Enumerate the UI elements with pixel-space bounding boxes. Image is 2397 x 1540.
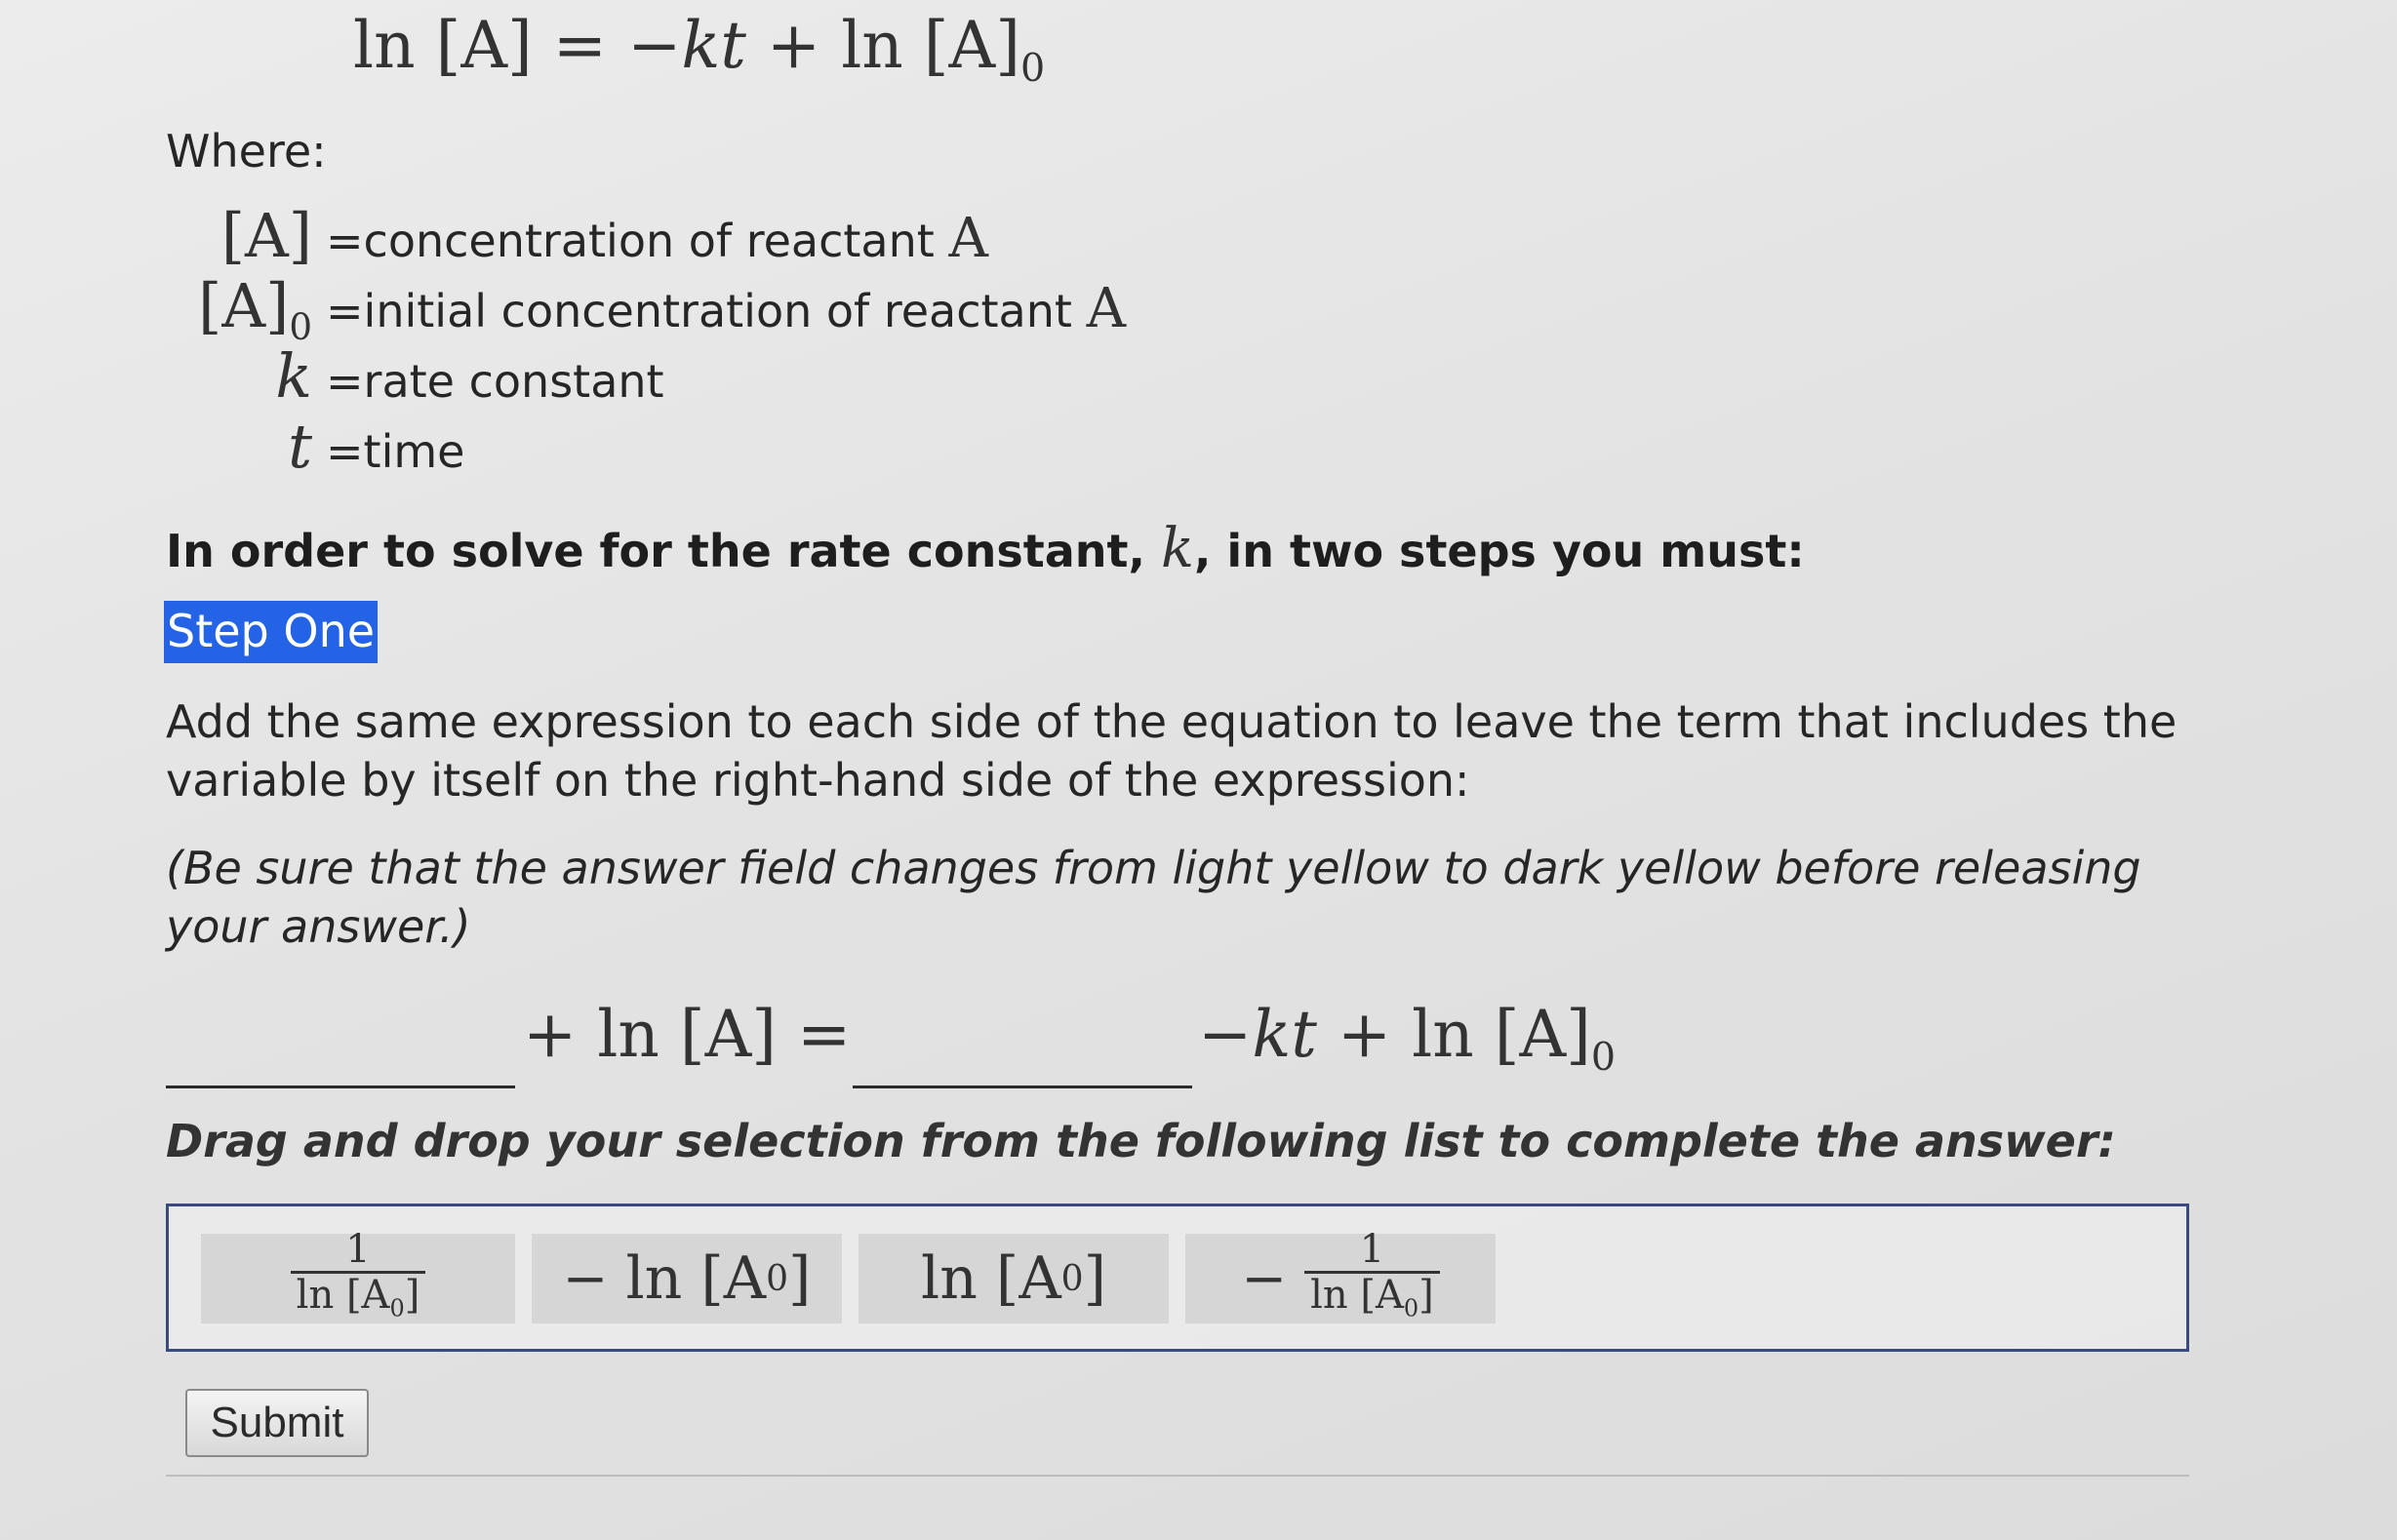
minus-sign: − (627, 8, 682, 83)
definition-symbol: k (275, 340, 312, 412)
submit-button[interactable]: Submit (185, 1389, 369, 1457)
ln-symbol: ln (841, 8, 903, 83)
fraction: $\frac{1}{\ln [A_0]}$ (291, 1228, 426, 1329)
answer-drop-field-right[interactable] (853, 1086, 1192, 1088)
drag-instruction: Drag and drop your selection from the following list to complete the answer: (166, 1115, 2116, 1167)
equals-sign: = (552, 8, 608, 83)
definition-text: =concentration of reactant A (326, 207, 988, 270)
definition-row (166, 200, 1126, 270)
option-negative-reciprocal-ln-a0[interactable]: − $\frac{1}{\ln [A_0]}$ (1185, 1234, 1496, 1323)
step-description: Add the same expression to each side of the equation to leave the term that includes the variable by itself on the right-hand side of the expression: (166, 695, 2177, 807)
definition-symbol: t (288, 411, 312, 482)
definitions-list (166, 200, 1126, 481)
definition-symbol: $[A]_0$ (198, 270, 312, 349)
concentration-term: [A] (435, 8, 533, 83)
definition-row (166, 411, 1126, 481)
answer-drop-field-left[interactable] (166, 1086, 515, 1088)
definition-text: =time (326, 425, 465, 478)
k-variable: k (681, 8, 721, 83)
answer-lhs-text: + ln [A] = (523, 997, 852, 1072)
definition-row (166, 270, 1127, 349)
option-ln-a0[interactable]: ln [A 0 ] (859, 1234, 1169, 1323)
definition-text: =initial concentration of reactant A (326, 277, 1127, 340)
definition-text: =rate constant (326, 355, 664, 408)
answer-note: (Be sure that the answer field changes from light yellow to dark yellow before releasing your answer.) (166, 842, 2141, 953)
ln-symbol: ln (353, 8, 416, 83)
answer-rhs-text: $-kt + \ln [A]_0$ (1198, 997, 1617, 1080)
initial-concentration-term: [A] (923, 8, 1020, 83)
drag-options-container (166, 1204, 2189, 1352)
divider (166, 1475, 2189, 1477)
where-label: Where: (166, 125, 327, 178)
step-one-label: Step One (164, 601, 378, 663)
t-variable: t (720, 8, 746, 83)
answer-equation (166, 985, 2215, 1102)
fraction: $\frac{1}{\ln [A_0]}$ (1304, 1228, 1440, 1329)
option-negative-ln-a0[interactable]: − ln [A 0 ] (532, 1234, 842, 1323)
main-equation (353, 8, 1045, 91)
instruction-heading: In order to solve for the rate constant, k, in two steps you must: (166, 517, 1805, 580)
option-reciprocal-ln-a0[interactable] (201, 1226, 515, 1323)
subscript: 0 (1019, 45, 1046, 91)
definition-symbol: [A] (220, 200, 312, 271)
plus-sign: + (766, 8, 821, 83)
definition-row (166, 340, 1126, 411)
